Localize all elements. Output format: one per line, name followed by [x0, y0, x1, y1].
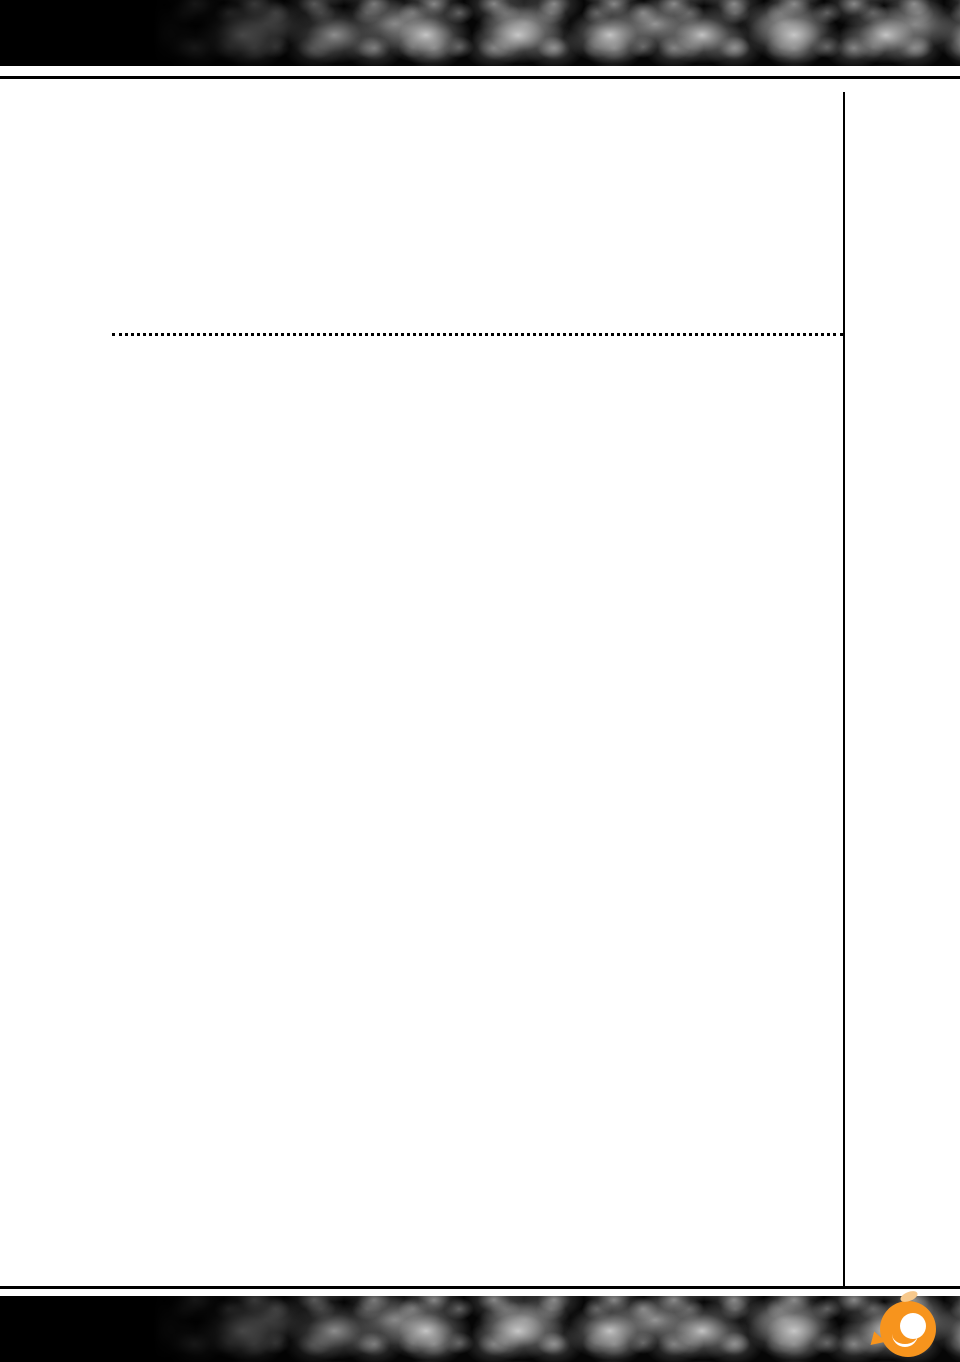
top-border-band [0, 0, 960, 66]
bottom-rule [0, 1286, 960, 1289]
magazine-title-block [543, 90, 843, 329]
senryu-sidebar [843, 92, 915, 1286]
letters-row-top [112, 90, 843, 336]
letters-main [112, 90, 843, 336]
smile-icon [892, 1332, 918, 1347]
bottom-border-band [0, 1296, 960, 1362]
letters-top-columns [112, 90, 543, 329]
watermark [880, 1296, 942, 1362]
top-rule [0, 76, 960, 79]
watermark-whale-logo [880, 1301, 936, 1357]
